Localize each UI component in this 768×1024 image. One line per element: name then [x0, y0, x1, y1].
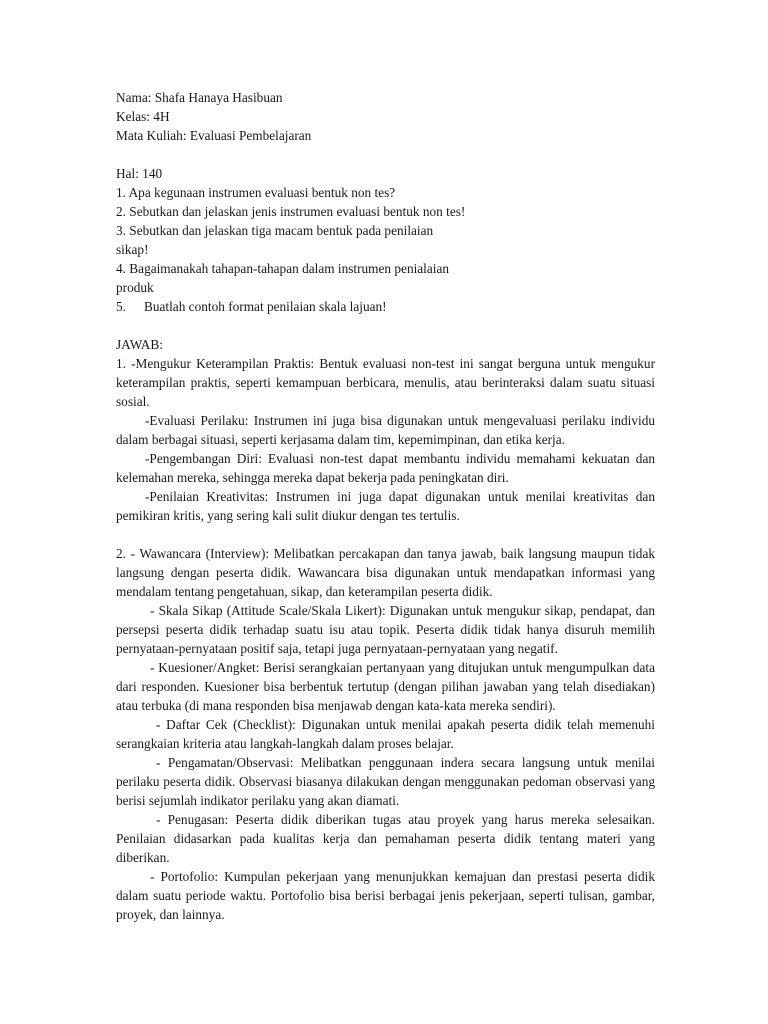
question-4-line-2: produk	[116, 280, 154, 295]
document-body	[116, 88, 655, 924]
page-reference: Hal: 140	[116, 166, 163, 181]
answer-2-item: - Portofolio: Kumpulan pekerjaan yang menunjukkan kemajuan dan prestasi peserta didik dalam suatu periode waktu. Portofolio bisa berisi berbagai jenis pekerjaan, seperti tulisan, gambar, proyek, dan lainnya.	[116, 869, 655, 922]
answer-2-item: - Penugasan: Peserta didik diberikan tugas atau proyek yang harus mereka selesaikan. Penilaian didasarkan pada kualitas kerja dan pemahaman peserta didik tentang materi yang diberikan.	[116, 812, 655, 865]
answer-2-item: - Pengamatan/Observasi: Melibatkan penggunaan indera secara langsung untuk menilai perilaku peserta didik. Observasi biasanya dilakukan dengan menggunakan pedoman observasi yang berisi sejumlah indikator perilaku yang akan diamati.	[116, 755, 655, 808]
question-4-line-1: 4. Bagaimanakah tahapan-tahapan dalam instrumen penialaian	[116, 261, 450, 276]
question-5-number: 5.	[116, 299, 126, 314]
answer-1-item: -Evaluasi Perilaku: Instrumen ini juga bisa digunakan untuk mengevaluasi perilaku individu dalam berbagai situasi, seperti kerjasama dalam tim, kepemimpinan, dan etika kerja.	[116, 413, 655, 447]
answer-1-item: -Penilaian Kreativitas: Instrumen ini juga dapat digunakan untuk menilai kreativitas dan pemikiran kritis, yang sering kali sulit diukur dengan tes tertulis.	[116, 489, 655, 523]
answer-2-item: - Kuesioner/Angket: Berisi serangkaian pertanyaan yang ditujukan untuk mengumpulkan data dari responden. Kuesioner bisa berbentuk tertutup (dengan pilihan jawaban yang telah disediakan) atau terbuka (di mana responden bisa menjawab dengan kata-kata mereka sendiri).	[116, 660, 655, 713]
question-5-text: Buatlah contoh format penilaian skala lajuan!	[144, 299, 387, 314]
answer-2-item: - Skala Sikap (Attitude Scale/Skala Likert): Digunakan untuk mengukur sikap, pendapat, dan persepsi peserta didik terhadap suatu isu atau topik. Peserta didik tidak hanya disuruh memilih pernyataan-pernyataan positif saja, tetapi juga pernyataan-pernyataan yang negatif.	[116, 603, 655, 656]
spacer	[116, 525, 655, 544]
answer-2-item: - Daftar Cek (Checklist): Digunakan untuk menilai apakah peserta didik telah memenuhi serangkaian kriteria atau langkah-langkah dalam proses belajar.	[116, 717, 655, 751]
question-3-line-1: 3. Sebutkan dan jelaskan tiga macam bentuk pada penilaian	[116, 223, 434, 238]
answer-1-item: 1. -Mengukur Keterampilan Praktis: Bentuk evaluasi non-test ini sangat berguna untuk mengukur keterampilan praktis, seperti kemampuan berbicara, menulis, atau berinteraksi dalam suatu situasi sosial.	[116, 356, 655, 409]
question-3-line-2: sikap!	[116, 242, 149, 257]
question-1: 1. Apa kegunaan instrumen evaluasi bentuk non tes?	[116, 185, 396, 200]
course-name: Mata Kuliah: Evaluasi Pembelajaran	[116, 128, 312, 143]
spacer	[116, 145, 655, 164]
question-2: 2. Sebutkan dan jelaskan jenis instrumen evaluasi bentuk non tes!	[116, 204, 466, 219]
question-5	[116, 297, 655, 316]
answer-heading: JAWAB:	[116, 337, 163, 352]
spacer	[116, 316, 655, 335]
answer-2-item: 2. - Wawancara (Interview): Melibatkan percakapan dan tanya jawab, baik langsung maupun tidak langsung dengan peserta didik. Wawancara bisa digunakan untuk mendapatkan informasi yang mendalam tentang pengetahuan, sikap, dan keterampilan peserta didik.	[116, 546, 655, 599]
student-name: Nama: Shafa Hanaya Hasibuan	[116, 90, 283, 105]
answer-1-item: -Pengembangan Diri: Evaluasi non-test dapat membantu individu memahami kekuatan dan kelemahan mereka, sehingga mereka dapat bekerja pada peningkatan diri.	[116, 451, 655, 485]
student-class: Kelas: 4H	[116, 109, 170, 124]
